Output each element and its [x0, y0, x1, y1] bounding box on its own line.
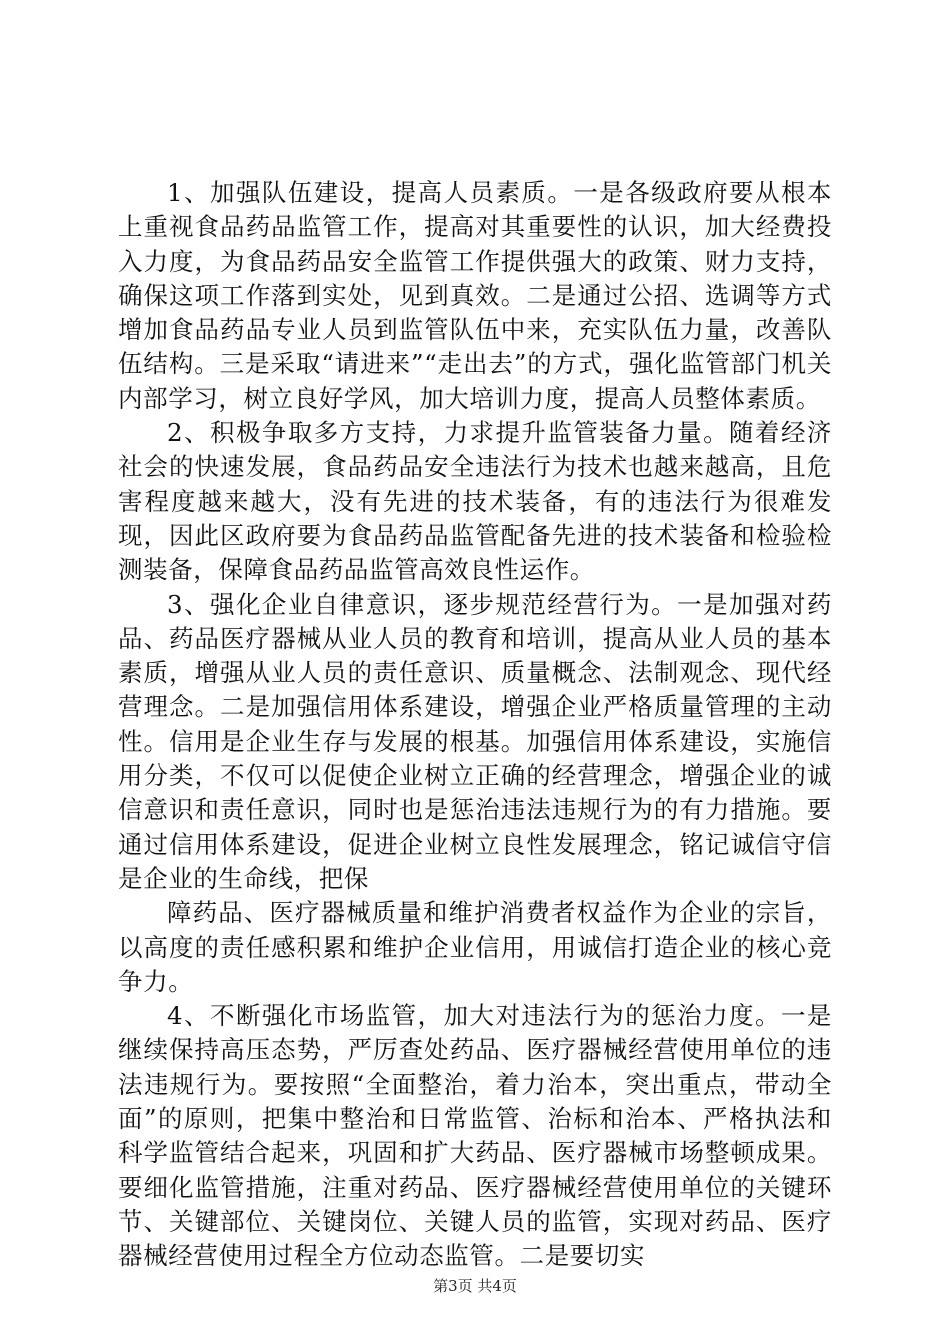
paragraph-1: 1、加强队伍建设，提高人员素质。一是各级政府要从根本上重视食品药品监管工作，提高对其重要性的认识，加大经费投入力度，为食品药品安全监管工作提供强大的政策、财力支持，确保这项工作落到实处，见到真效。二是通过公招、选调等方式增加食品药品专业人员到监管队伍中来，充实队伍力量，改善队伍结构。三是采取“请进来”“走出去”的方式，强化监管部门机关内部学习，树立良好学风，加大培训力度，提高人员整体素质。 [118, 178, 832, 413]
paragraph-3: 3、强化企业自律意识，逐步规范经营行为。一是加强对药品、药品医疗器械从业人员的教育和培训，提高从业人员的基本素质，增强从业人员的责任意识、质量概念、法制观念、现代经营理念。二是加强信用体系建设，增强企业严格质量管理的主动性。信用是企业生存与发展的根基。加强信用体系建设，实施信用分类，不仅可以促使企业树立正确的经营理念，增强企业的诚信意识和责任意识，同时也是惩治违法违规行为的有力措施。要通过信用体系建设，促进企业树立良性发展理念，铭记诚信守信是企业的生命线，把保 [118, 589, 832, 893]
page-number-footer: 第3页 共4页 [433, 1277, 517, 1295]
paragraph-4: 4、不断强化市场监管，加大对违法行为的惩治力度。一是继续保持高压态势，严厉查处药品、医疗器械经营使用单位的违法违规行为。要按照“全面整治，着力治本，突出重点，带动全面”的原则，把集中整治和日常监管、治标和治本、严格执法和科学监管结合起来，巩固和扩大药品、医疗器械市场整顿成果。要细化监管措施，注重对药品、医疗器械经营使用单位的关键环节、关键部位、关键岗位、关键人员的监管，实现对药品、医疗器械经营使用过程全方位动态监管。二是要切实 [118, 1001, 832, 1271]
document-body [118, 176, 832, 1274]
paragraph-3-continued: 障药品、医疗器械质量和维护消费者权益作为企业的宗旨，以高度的责任感积累和维护企业信用，用诚信打造企业的核心竞争力。 [118, 898, 832, 996]
paragraph-2: 2、积极争取多方支持，力求提升监管装备力量。随着经济社会的快速发展，食品药品安全违法行为技术也越来越高，且危害程度越来越大，没有先进的技术装备，有的违法行为很难发现，因此区政府要为食品药品监管配备先进的技术装备和检验检测装备，保障食品药品监管高效良性运作。 [118, 418, 832, 585]
